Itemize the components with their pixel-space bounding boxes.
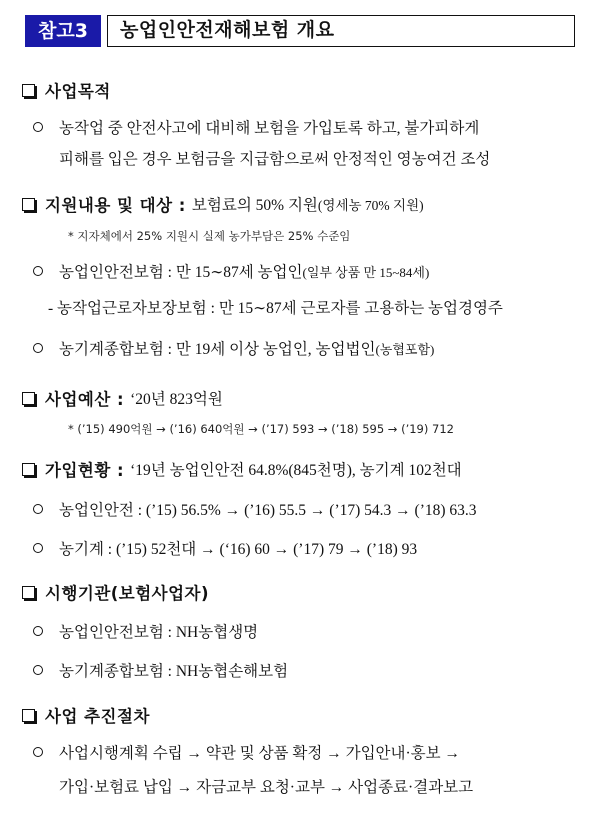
- checkbox-square-icon: [22, 84, 35, 97]
- circle-bullet-icon: [33, 504, 43, 514]
- agency-item-2: 농기계종합보험 : NH농협손해보험: [33, 659, 288, 681]
- support-note: * 지자체에서 25% 지원시 실제 농가부담은 25% 수준임: [68, 229, 351, 243]
- section-status-heading: [22, 457, 462, 481]
- support-item-2: - 농작업근로자보장보험 : 만 15∼87세 근로자를 고용하는 농업경영주: [48, 300, 503, 317]
- section-support-heading: [22, 192, 424, 216]
- purpose-line-2: 피해를 입은 경우 보험금을 지급함으로써 안정적인 영농여건 조성: [59, 151, 491, 168]
- circle-bullet-icon: [33, 747, 43, 757]
- section-heading-text: 가입현황 :: [45, 461, 125, 480]
- circle-bullet-icon: [33, 665, 43, 675]
- circle-bullet-icon: [33, 343, 43, 353]
- budget-rest: ‘20년 823억원: [130, 391, 223, 408]
- checkbox-square-icon: [22, 392, 35, 405]
- circle-bullet-icon: [33, 626, 43, 636]
- section-heading-text: 사업 추진절차: [45, 707, 150, 726]
- section-budget-heading: [22, 386, 223, 410]
- section-agency-heading: [22, 580, 209, 604]
- support-rest-small: (영세농 70% 지원): [317, 198, 424, 213]
- status-rest: ‘19년 농업인안전 64.8%(845천명), 농기계 102천대: [130, 462, 462, 479]
- circle-bullet-icon: [33, 266, 43, 276]
- checkbox-square-icon: [22, 586, 35, 599]
- purpose-line-1: 농작업 중 안전사고에 대비해 보험을 가입토록 하고, 불가피하게: [33, 116, 479, 138]
- section-procedure-heading: [22, 703, 150, 727]
- support-item-3: 농기계종합보험 : 만 19세 이상 농업인, 농업법인(농협포함): [33, 337, 434, 359]
- page-title: 농업인안전재해보험 개요: [107, 15, 575, 47]
- procedure-line-2: 가입·보험료 납입 → 자금교부 요청·교부 → 사업종료·결과보고: [59, 779, 474, 796]
- budget-note: * (’15) 490억원 → (’16) 640억원 → (’17) 593 → (’18) 595 → (’19) 712: [68, 422, 454, 436]
- title-badge: 참고3: [25, 15, 101, 47]
- section-heading-text: 시행기관(보험사업자): [45, 584, 210, 603]
- status-item-1: 농업인안전 : (’15) 56.5% → (’16) 55.5 → (’17) 54.3 → (’18) 63.3: [33, 498, 477, 520]
- support-item-1: 농업인안전보험 : 만 15∼87세 농업인(일부 상품 만 15~84세): [33, 260, 429, 282]
- checkbox-square-icon: [22, 463, 35, 476]
- agency-item-1: 농업인안전보험 : NH농협생명: [33, 620, 258, 642]
- section-purpose-heading: [22, 78, 111, 102]
- section-heading-text: 사업목적: [45, 82, 111, 101]
- support-rest: 보험료의 50% 지원: [191, 197, 318, 214]
- section-heading-text: 사업예산 :: [45, 390, 125, 409]
- section-heading-text: 지원내용 및 대상 :: [45, 196, 186, 215]
- checkbox-square-icon: [22, 198, 35, 211]
- checkbox-square-icon: [22, 709, 35, 722]
- circle-bullet-icon: [33, 543, 43, 553]
- status-item-2: 농기계 : (’15) 52천대 → (‘16) 60 → (’17) 79 → (’18) 93: [33, 537, 417, 559]
- procedure-line-1: 사업시행계획 수립 → 약관 및 상품 확정 → 가입안내·홍보 →: [33, 741, 460, 763]
- circle-bullet-icon: [33, 122, 43, 132]
- title-bar: [25, 15, 575, 47]
